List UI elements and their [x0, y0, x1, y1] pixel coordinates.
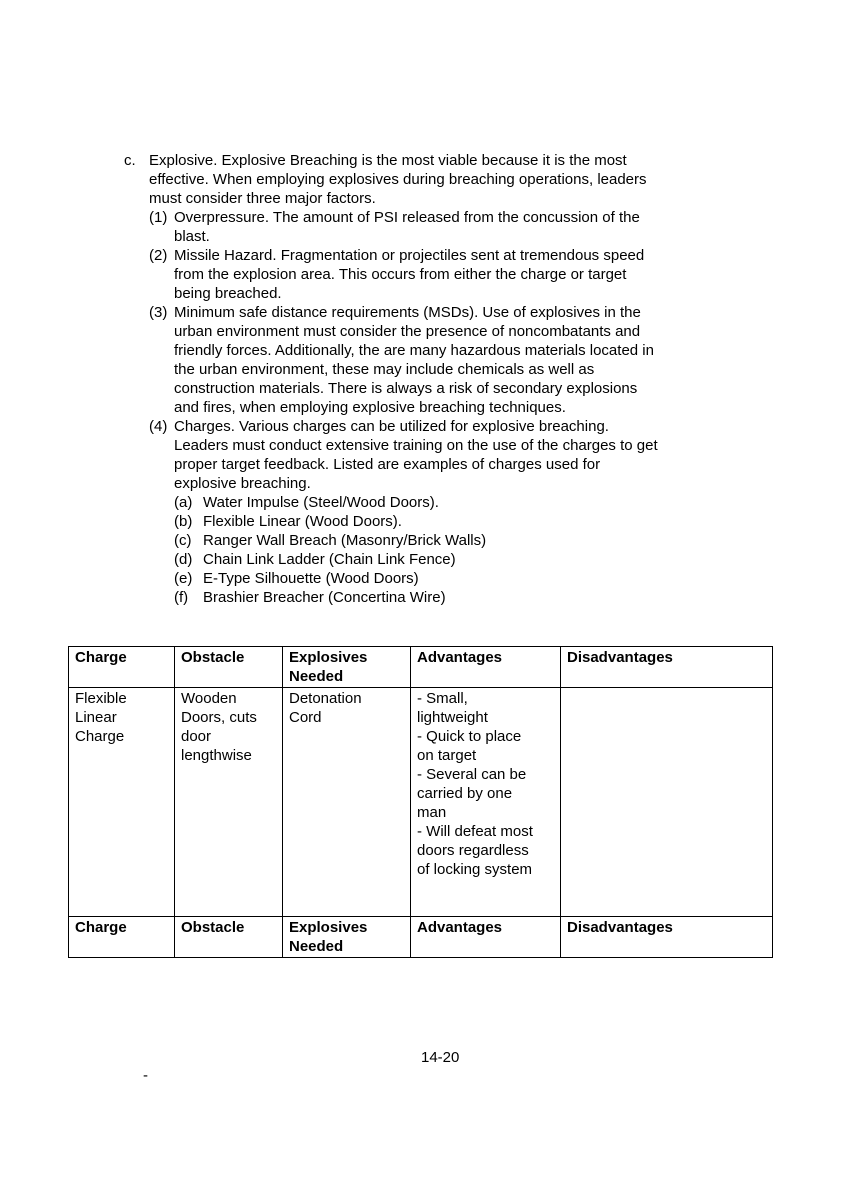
section-line: Explosive. Explosive Breaching is the most viable because it is the most	[149, 152, 627, 169]
header-advantages: Advantages	[411, 917, 561, 958]
page-number: 14-20	[421, 1049, 460, 1066]
charges-table	[68, 646, 773, 958]
cell-explosives: Detonation Cord	[283, 688, 411, 917]
footer-mark: -	[143, 1067, 148, 1084]
header-obstacle: Obstacle	[175, 917, 283, 958]
item-line: Missile Hazard. Fragmentation or projectiles sent at tremendous speed	[174, 247, 645, 264]
header-obstacle: Obstacle	[175, 647, 283, 688]
table-header-row	[69, 647, 773, 688]
item-label: (4)	[149, 418, 168, 435]
subitem-text: Water Impulse (Steel/Wood Doors).	[203, 494, 439, 511]
item-line: Overpressure. The amount of PSI released from the concussion of the	[174, 209, 640, 226]
item-line: being breached.	[174, 285, 282, 302]
header-explosives-needed: Explosives Needed	[283, 917, 411, 958]
header-disadvantages: Disadvantages	[561, 917, 773, 958]
header-charge: Charge	[69, 917, 175, 958]
item-label: (1)	[149, 209, 168, 226]
cell-disadvantages	[561, 688, 773, 917]
item-line: Minimum safe distance requirements (MSDs). Use of explosives in the	[174, 304, 641, 321]
item-line: blast.	[174, 228, 210, 245]
section-line: must consider three major factors.	[149, 190, 376, 207]
subitem-text: E-Type Silhouette (Wood Doors)	[203, 570, 419, 587]
subitem-label: (f)	[174, 589, 189, 606]
subitem-label: (d)	[174, 551, 193, 568]
item-label: (3)	[149, 304, 168, 321]
item-line: from the explosion area. This occurs from either the charge or target	[174, 266, 627, 283]
header-advantages: Advantages	[411, 647, 561, 688]
item-label: (2)	[149, 247, 168, 264]
section-label: c.	[124, 152, 136, 169]
cell-obstacle: Wooden Doors, cuts door lengthwise	[175, 688, 283, 917]
cell-advantages: - Small, lightweight - Quick to place on target - Several can be carried by one man - Will defeat most doors regardless of locking system	[411, 688, 561, 917]
item-line: the urban environment, these may include chemicals as well as	[174, 361, 595, 378]
item-line: urban environment must consider the presence of noncombatants and	[174, 323, 641, 340]
header-disadvantages: Disadvantages	[561, 647, 773, 688]
subitem-text: Chain Link Ladder (Chain Link Fence)	[203, 551, 456, 568]
item-line: friendly forces. Additionally, the are many hazardous materials located in	[174, 342, 654, 359]
item-line: and fires, when employing explosive breaching techniques.	[174, 399, 566, 416]
item-line: Leaders must conduct extensive training on the use of the charges to get	[174, 437, 658, 454]
subitem-label: (a)	[174, 494, 193, 511]
item-line: Charges. Various charges can be utilized for explosive breaching.	[174, 418, 609, 435]
subitem-label: (b)	[174, 513, 193, 530]
item-line: proper target feedback. Listed are examples of charges used for	[174, 456, 601, 473]
subitem-label: (e)	[174, 570, 193, 587]
cell-charge: Flexible Linear Charge	[69, 688, 175, 917]
subitem-label: (c)	[174, 532, 192, 549]
item-line: explosive breaching.	[174, 475, 311, 492]
table-row	[69, 688, 773, 917]
section-line: effective. When employing explosives during breaching operations, leaders	[149, 171, 647, 188]
table-header-row-repeat	[69, 917, 773, 958]
subitem-text: Flexible Linear (Wood Doors).	[203, 513, 402, 530]
subitem-text: Ranger Wall Breach (Masonry/Brick Walls)	[203, 532, 487, 549]
header-charge: Charge	[69, 647, 175, 688]
subitem-text: Brashier Breacher (Concertina Wire)	[203, 589, 446, 606]
item-line: construction materials. There is always a risk of secondary explosions	[174, 380, 638, 397]
header-explosives-needed: Explosives Needed	[283, 647, 411, 688]
